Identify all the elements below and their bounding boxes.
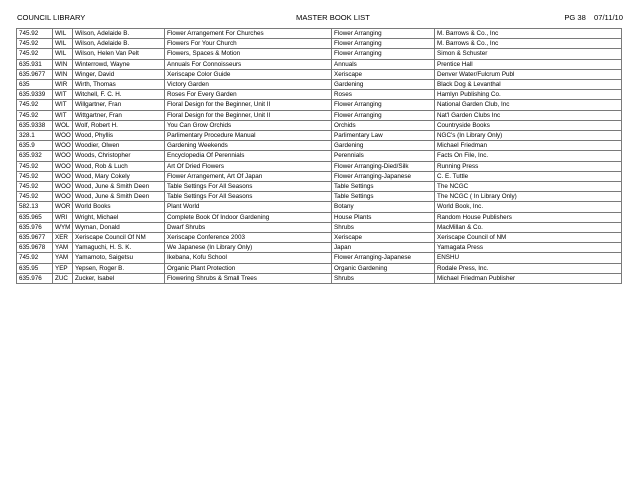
subject-cell: Xeriscape xyxy=(332,69,435,79)
author-code-cell: WIR xyxy=(53,80,73,90)
author-code-cell: WIN xyxy=(53,59,73,69)
title-cell: Table Settings For All Seasons xyxy=(165,192,332,202)
publisher-cell: C. E. Tuttle xyxy=(435,171,622,181)
author-code-cell: WRI xyxy=(53,212,73,222)
subject-cell: Flower Arranging xyxy=(332,100,435,110)
author-cell: Willgartner, Fran xyxy=(73,100,165,110)
publisher-cell: MacMillan & Co. xyxy=(435,222,622,232)
subject-cell: Roses xyxy=(332,90,435,100)
call-number-cell: 635.9677 xyxy=(17,233,53,243)
table-row xyxy=(17,222,622,232)
publisher-cell: Hamlyn Publishing Co. xyxy=(435,90,622,100)
table-row xyxy=(17,120,622,130)
table-row xyxy=(17,171,622,181)
book-list-table xyxy=(16,28,622,284)
subject-cell: Botany xyxy=(332,202,435,212)
call-number-cell: 745.92 xyxy=(17,182,53,192)
author-cell: Wilson, Adelaide B. xyxy=(73,39,165,49)
publisher-cell: Rodale Press, Inc. xyxy=(435,263,622,273)
table-row xyxy=(17,233,622,243)
author-code-cell: WOO xyxy=(53,161,73,171)
author-cell: Yamaguchi, H. S. K. xyxy=(73,243,165,253)
table-row xyxy=(17,29,622,39)
library-name: COUNCIL LIBRARY xyxy=(17,13,86,22)
author-cell: Wirth, Thomas xyxy=(73,80,165,90)
table-row xyxy=(17,182,622,192)
subject-cell: Flower Arranging xyxy=(332,49,435,59)
subject-cell: Flower Arranging xyxy=(332,29,435,39)
subject-cell: Organic Gardening xyxy=(332,263,435,273)
call-number-cell: 745.92 xyxy=(17,171,53,181)
subject-cell: Flower Arranging xyxy=(332,39,435,49)
title-cell: Complete Book Of Indoor Gardening xyxy=(165,212,332,222)
report-title: MASTER BOOK LIST xyxy=(296,13,370,22)
call-number-cell: 635.9678 xyxy=(17,243,53,253)
page-number: PG 38 xyxy=(564,13,586,22)
author-code-cell: WIT xyxy=(53,110,73,120)
table-row xyxy=(17,80,622,90)
author-cell: Wood, Phyllis xyxy=(73,131,165,141)
title-cell: Flowers, Spaces & Motion xyxy=(165,49,332,59)
author-code-cell: YEP xyxy=(53,263,73,273)
publisher-cell: Black Dog & Levanthal xyxy=(435,80,622,90)
author-cell: Witchell, F. C. H. xyxy=(73,90,165,100)
title-cell: Gardening Weekends xyxy=(165,141,332,151)
publisher-cell: Facts On File, Inc. xyxy=(435,151,622,161)
table-row xyxy=(17,39,622,49)
title-cell: Flower Arrangement, Art Of Japan xyxy=(165,171,332,181)
table-row xyxy=(17,90,622,100)
title-cell: Flower Arrangement For Churches xyxy=(165,29,332,39)
publisher-cell: The NCGC ( In Library Only) xyxy=(435,192,622,202)
subject-cell: Perennials xyxy=(332,151,435,161)
subject-cell: Gardening xyxy=(332,141,435,151)
call-number-cell: 635.9338 xyxy=(17,120,53,130)
table-row xyxy=(17,192,622,202)
author-code-cell: WOO xyxy=(53,141,73,151)
table-row xyxy=(17,212,622,222)
table-row xyxy=(17,263,622,273)
call-number-cell: 635.9339 xyxy=(17,90,53,100)
author-cell: Woods, Christopher xyxy=(73,151,165,161)
publisher-cell: Countryside Books xyxy=(435,120,622,130)
subject-cell: Gardening xyxy=(332,80,435,90)
call-number-cell: 745.92 xyxy=(17,161,53,171)
title-cell: Xeriscape Color Guide xyxy=(165,69,332,79)
author-code-cell: WOO xyxy=(53,192,73,202)
author-code-cell: WOO xyxy=(53,182,73,192)
subject-cell: Shrubs xyxy=(332,222,435,232)
publisher-cell: Michael Friedman Publisher xyxy=(435,273,622,283)
call-number-cell: 635.9 xyxy=(17,141,53,151)
publisher-cell: Running Press xyxy=(435,161,622,171)
author-code-cell: WOR xyxy=(53,202,73,212)
publisher-cell: National Garden Club, Inc xyxy=(435,100,622,110)
author-cell: Wood, June & Smith Deen xyxy=(73,192,165,202)
title-cell: Victory Garden xyxy=(165,80,332,90)
author-code-cell: YAM xyxy=(53,253,73,263)
title-cell: Flowering Shrubs & Small Trees xyxy=(165,273,332,283)
publisher-cell: Xeriscape Council of NM xyxy=(435,233,622,243)
author-code-cell: WIN xyxy=(53,69,73,79)
author-cell: Winterrowd, Wayne xyxy=(73,59,165,69)
author-code-cell: WIL xyxy=(53,39,73,49)
call-number-cell: 582.13 xyxy=(17,202,53,212)
call-number-cell: 745.92 xyxy=(17,110,53,120)
call-number-cell: 635.976 xyxy=(17,273,53,283)
author-cell: Wilson, Helen Van Pelt xyxy=(73,49,165,59)
subject-cell: Table Settings xyxy=(332,192,435,202)
publisher-cell: World Book, Inc. xyxy=(435,202,622,212)
call-number-cell: 745.92 xyxy=(17,100,53,110)
author-code-cell: WOO xyxy=(53,171,73,181)
call-number-cell: 635.965 xyxy=(17,212,53,222)
author-cell: Wyman, Donald xyxy=(73,222,165,232)
table-row xyxy=(17,202,622,212)
author-code-cell: WIL xyxy=(53,49,73,59)
author-code-cell: ZUC xyxy=(53,273,73,283)
page-info xyxy=(564,13,623,22)
table-row xyxy=(17,141,622,151)
author-code-cell: YAM xyxy=(53,243,73,253)
publisher-cell: Michael Friedman xyxy=(435,141,622,151)
subject-cell: Xeriscape xyxy=(332,233,435,243)
author-code-cell: WOO xyxy=(53,131,73,141)
publisher-cell: Nat'l Garden Clubs Inc xyxy=(435,110,622,120)
title-cell: Floral Design for the Beginner, Unit II xyxy=(165,110,332,120)
table-row xyxy=(17,273,622,283)
call-number-cell: 635.9677 xyxy=(17,69,53,79)
author-code-cell: WOO xyxy=(53,151,73,161)
publisher-cell: Yamagata Press xyxy=(435,243,622,253)
publisher-cell: Random House Publishers xyxy=(435,212,622,222)
author-code-cell: WIT xyxy=(53,100,73,110)
subject-cell: House Plants xyxy=(332,212,435,222)
author-cell: Wittgartner, Fran xyxy=(73,110,165,120)
author-cell: Wright, Michael xyxy=(73,212,165,222)
title-cell: Plant World xyxy=(165,202,332,212)
author-cell: World Books xyxy=(73,202,165,212)
title-cell: Art Of Dried Flowers xyxy=(165,161,332,171)
call-number-cell: 745.92 xyxy=(17,253,53,263)
author-cell: Wood, June & Smith Deen xyxy=(73,182,165,192)
title-cell: You Can Grow Orchids xyxy=(165,120,332,130)
title-cell: Roses For Every Garden xyxy=(165,90,332,100)
title-cell: Organic Plant Protection xyxy=(165,263,332,273)
subject-cell: Parlimentary Law xyxy=(332,131,435,141)
title-cell: Flowers For Your Church xyxy=(165,39,332,49)
call-number-cell: 745.92 xyxy=(17,192,53,202)
title-cell: Xeriscape Conference 2003 xyxy=(165,233,332,243)
publisher-cell: Simon & Schuster xyxy=(435,49,622,59)
author-cell: Woodier, Olwen xyxy=(73,141,165,151)
subject-cell: Flower Arranging-Died/Silk xyxy=(332,161,435,171)
subject-cell: Flower Arranging-Japanese xyxy=(332,171,435,181)
call-number-cell: 745.92 xyxy=(17,49,53,59)
subject-cell: Flower Arranging xyxy=(332,110,435,120)
title-cell: Floral Design for the Beginner, Unit II xyxy=(165,100,332,110)
title-cell: Dwarf Shrubs xyxy=(165,222,332,232)
author-cell: Yepsen, Roger B. xyxy=(73,263,165,273)
publisher-cell: Prentice Hall xyxy=(435,59,622,69)
subject-cell: Flower Arranging-Japanese xyxy=(332,253,435,263)
author-code-cell: WOL xyxy=(53,120,73,130)
table-row xyxy=(17,161,622,171)
subject-cell: Orchids xyxy=(332,120,435,130)
table-row xyxy=(17,243,622,253)
page-header xyxy=(17,13,623,25)
author-cell: Wilson, Adelaide B. xyxy=(73,29,165,39)
table-row xyxy=(17,59,622,69)
call-number-cell: 635.976 xyxy=(17,222,53,232)
author-cell: Zucker, Isabel xyxy=(73,273,165,283)
table-row xyxy=(17,131,622,141)
author-cell: Wolf, Robert H. xyxy=(73,120,165,130)
author-code-cell: XER xyxy=(53,233,73,243)
call-number-cell: 635.932 xyxy=(17,151,53,161)
publisher-cell: M. Barrows & Co., Inc xyxy=(435,39,622,49)
author-cell: Xeriscape Council Of NM xyxy=(73,233,165,243)
call-number-cell: 635 xyxy=(17,80,53,90)
subject-cell: Japan xyxy=(332,243,435,253)
publisher-cell: Denver Water/Fulcrum Publ xyxy=(435,69,622,79)
call-number-cell: 635.95 xyxy=(17,263,53,273)
subject-cell: Annuals xyxy=(332,59,435,69)
title-cell: Table Settings For All Seasons xyxy=(165,182,332,192)
call-number-cell: 328.1 xyxy=(17,131,53,141)
table-row xyxy=(17,100,622,110)
publisher-cell: ENSHU xyxy=(435,253,622,263)
table-row xyxy=(17,253,622,263)
title-cell: Ikebana, Kofu School xyxy=(165,253,332,263)
table-row xyxy=(17,151,622,161)
call-number-cell: 635.931 xyxy=(17,59,53,69)
title-cell: Parlimentary Procedure Manual xyxy=(165,131,332,141)
author-code-cell: WYM xyxy=(53,222,73,232)
publisher-cell: M. Barrows & Co., Inc xyxy=(435,29,622,39)
author-code-cell: WIL xyxy=(53,29,73,39)
author-cell: Winger, David xyxy=(73,69,165,79)
publisher-cell: NGC's (In Library Only) xyxy=(435,131,622,141)
subject-cell: Table Settings xyxy=(332,182,435,192)
subject-cell: Shrubs xyxy=(332,273,435,283)
table-row xyxy=(17,110,622,120)
table-row xyxy=(17,69,622,79)
title-cell: Encyclopedia Of Perennials xyxy=(165,151,332,161)
author-cell: Wood, Rob & Luch xyxy=(73,161,165,171)
call-number-cell: 745.92 xyxy=(17,39,53,49)
title-cell: Annuals For Connoisseurs xyxy=(165,59,332,69)
author-code-cell: WIT xyxy=(53,90,73,100)
author-cell: Yamamoto, Saigetsu xyxy=(73,253,165,263)
call-number-cell: 745.92 xyxy=(17,29,53,39)
table-row xyxy=(17,49,622,59)
book-list-body xyxy=(17,29,622,284)
title-cell: We Japanese (In Library Only) xyxy=(165,243,332,253)
author-cell: Wood, Mary Cokely xyxy=(73,171,165,181)
report-date: 07/11/10 xyxy=(594,13,623,22)
publisher-cell: The NCGC xyxy=(435,182,622,192)
